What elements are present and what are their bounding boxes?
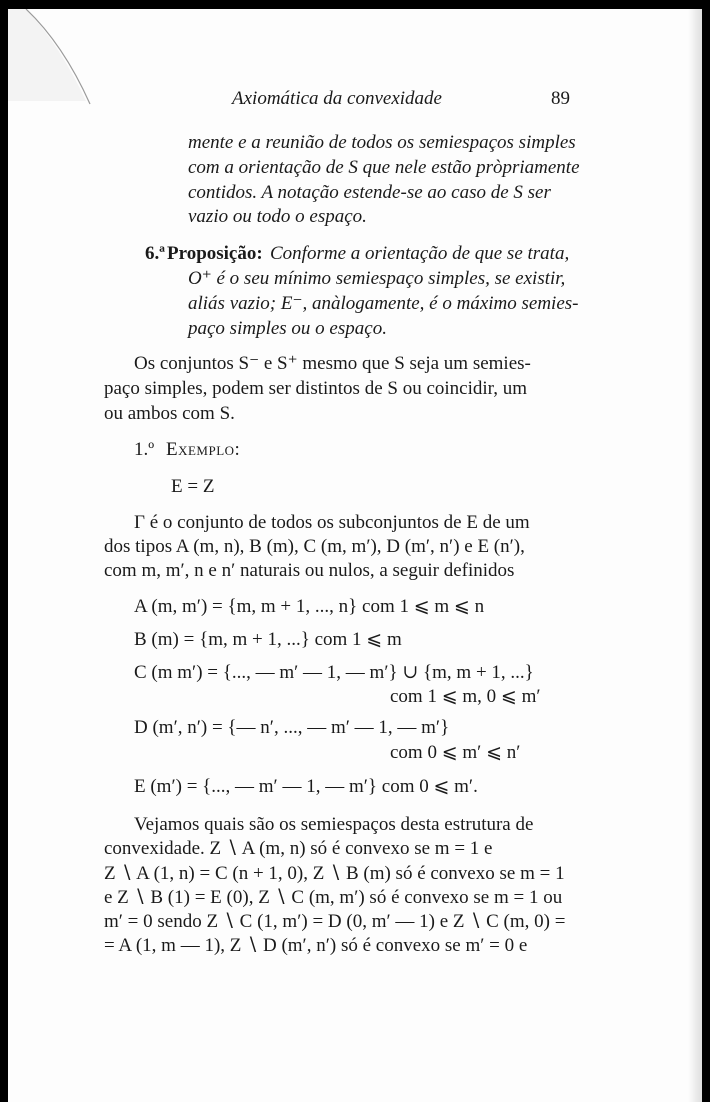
example-equation: E = Z xyxy=(171,476,215,497)
paragraph-line: Os conjuntos S⁻ e S⁺ mesmo que S seja um semies- xyxy=(134,353,531,374)
definition-c: C (m m′) = {..., — m′ — 1, — m′} ∪ {m, m + 1, ...} xyxy=(134,662,534,683)
paragraph-line: ou ambos com S. xyxy=(104,403,235,424)
example-label: Exemplo: xyxy=(166,439,241,460)
definition-d-condition: com 0 ⩽ m′ ⩽ n′ xyxy=(390,742,521,763)
intro-line: contidos. A notação estende-se ao caso de S ser xyxy=(188,182,551,203)
example-number: 1.º xyxy=(134,439,155,460)
paragraph-line: Vejamos quais são os semiespaços desta estrutura de xyxy=(134,814,534,835)
proposition-line: paço simples ou o espaço. xyxy=(188,318,387,339)
paragraph-line: Z ∖ A (1, n) = C (n + 1, 0), Z ∖ B (m) só é convexo se m = 1 xyxy=(104,863,565,884)
paragraph-line: m′ = 0 sendo Z ∖ C (1, m′) = D (0, m′ — 1) e Z ∖ C (m, 0) = xyxy=(104,911,566,932)
proposition-line: Conforme a orientação de que se trata, xyxy=(270,243,570,264)
intro-line: mente e a reunião de todos os semiespaços simples xyxy=(188,132,576,153)
definition-a: A (m, m′) = {m, m + 1, ..., n} com 1 ⩽ m ⩽ n xyxy=(134,596,485,617)
scan-border-right xyxy=(702,0,710,1102)
definition-c-condition: com 1 ⩽ m, 0 ⩽ m′ xyxy=(390,686,541,707)
intro-line: vazio ou todo o espaço. xyxy=(188,206,367,227)
definition-e: E (m′) = {..., — m′ — 1, — m′} com 0 ⩽ m′. xyxy=(134,776,478,797)
scan-border-left xyxy=(0,0,8,1102)
proposition-line: O⁺ é o seu mínimo semiespaço simples, se existir, xyxy=(188,268,566,289)
definition-b: B (m) = {m, m + 1, ...} com 1 ⩽ m xyxy=(134,629,402,650)
proposition-number: 6.ª xyxy=(145,243,165,264)
page-corner-fold xyxy=(8,9,128,129)
paragraph-line: paço simples, podem ser distintos de S ou coincidir, um xyxy=(104,378,527,399)
paragraph-line: Γ é o conjunto de todos os subconjuntos de E de um xyxy=(134,512,530,533)
proposition-label: Proposição: xyxy=(167,243,263,264)
paragraph-line: e Z ∖ B (1) = E (0), Z ∖ C (m, m′) só é convexo se m = 1 ou xyxy=(104,887,563,908)
paragraph-line: dos tipos A (m, n), B (m), C (m, m′), D (m′, n′) e E (n′), xyxy=(104,536,525,557)
page-edge-shadow xyxy=(688,0,702,1102)
intro-line: com a orientação de S que nele estão pròpriamente xyxy=(188,157,580,178)
scan-border-top xyxy=(0,0,710,9)
definition-d: D (m′, n′) = {— n′, ..., — m′ — 1, — m′} xyxy=(134,717,450,738)
paragraph-line: convexidade. Z ∖ A (m, n) só é convexo se m = 1 e xyxy=(104,838,493,859)
page-number: 89 xyxy=(551,88,570,109)
proposition-line: aliás vazio; E⁻, anàlogamente, é o máximo semies- xyxy=(188,293,579,314)
running-header-title: Axiomática da convexidade xyxy=(232,88,442,109)
paragraph-line: = A (1, m — 1), Z ∖ D (m′, n′) só é convexo se m′ = 0 e xyxy=(104,935,528,956)
paragraph-line: com m, m′, n e n′ naturais ou nulos, a seguir definidos xyxy=(104,560,515,581)
